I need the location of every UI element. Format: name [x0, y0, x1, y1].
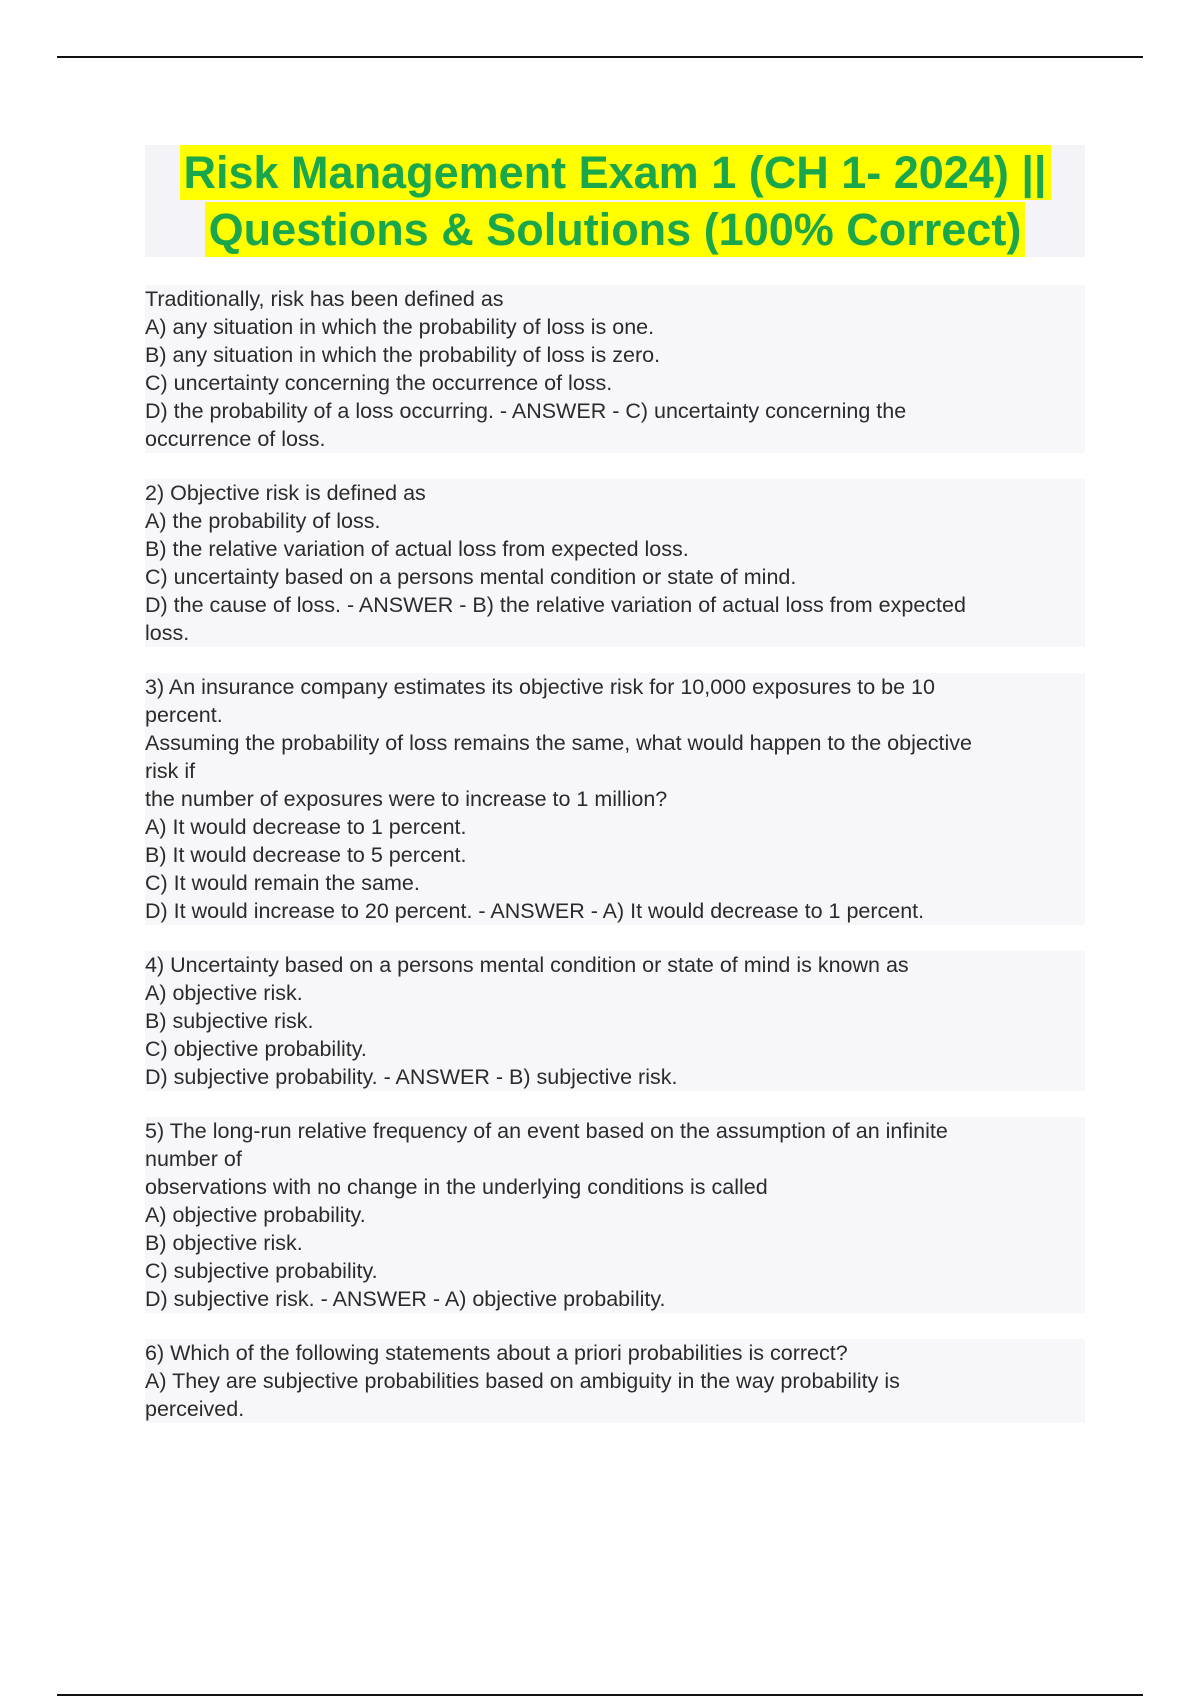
option-a: A) objective probability. [145, 1201, 1085, 1229]
option-d-answer: D) It would increase to 20 percent. - ANSWER - A) It would decrease to 1 percent. [145, 897, 1085, 925]
question-block [145, 1339, 1085, 1423]
option-a-continuation: perceived. [145, 1395, 1085, 1423]
question-text: 2) Objective risk is defined as [145, 479, 1085, 507]
option-c: C) objective probability. [145, 1035, 1085, 1063]
option-b: B) subjective risk. [145, 1007, 1085, 1035]
option-b: B) any situation in which the probability of loss is zero. [145, 341, 1085, 369]
option-b: B) It would decrease to 5 percent. [145, 841, 1085, 869]
question-text: percent. [145, 701, 1085, 729]
option-b: B) objective risk. [145, 1229, 1085, 1257]
bottom-rule [57, 1694, 1143, 1696]
option-c: C) It would remain the same. [145, 869, 1085, 897]
option-c: C) uncertainty based on a persons mental condition or state of mind. [145, 563, 1085, 591]
option-a: A) It would decrease to 1 percent. [145, 813, 1085, 841]
question-text: 4) Uncertainty based on a persons mental condition or state of mind is known as [145, 951, 1085, 979]
question-text: 6) Which of the following statements about a priori probabilities is correct? [145, 1339, 1085, 1367]
question-text: risk if [145, 757, 1085, 785]
top-rule [57, 56, 1143, 58]
question-text: 3) An insurance company estimates its objective risk for 10,000 exposures to be 10 [145, 673, 1085, 701]
option-a: A) They are subjective probabilities based on ambiguity in the way probability is [145, 1367, 1085, 1395]
question-text: 5) The long-run relative frequency of an event based on the assumption of an infinite [145, 1117, 1085, 1145]
option-b: B) the relative variation of actual loss from expected loss. [145, 535, 1085, 563]
title-line-2: Questions & Solutions (100% Correct) [205, 202, 1026, 257]
answer-continuation: loss. [145, 619, 1085, 647]
question-block [145, 1117, 1085, 1313]
option-c: C) subjective probability. [145, 1257, 1085, 1285]
option-a: A) objective risk. [145, 979, 1085, 1007]
question-list [145, 285, 1085, 1449]
option-d-answer: D) the probability of a loss occurring. - ANSWER - C) uncertainty concerning the [145, 397, 1085, 425]
document-title [145, 145, 1085, 257]
option-a: A) any situation in which the probability of loss is one. [145, 313, 1085, 341]
question-block [145, 673, 1085, 925]
option-a: A) the probability of loss. [145, 507, 1085, 535]
question-text: Traditionally, risk has been defined as [145, 285, 1085, 313]
question-block [145, 951, 1085, 1091]
question-text: Assuming the probability of loss remains the same, what would happen to the objective [145, 729, 1085, 757]
option-d-answer: D) subjective risk. - ANSWER - A) objective probability. [145, 1285, 1085, 1313]
question-text: the number of exposures were to increase to 1 million? [145, 785, 1085, 813]
answer-continuation: occurrence of loss. [145, 425, 1085, 453]
question-text: observations with no change in the underlying conditions is called [145, 1173, 1085, 1201]
option-d-answer: D) the cause of loss. - ANSWER - B) the relative variation of actual loss from expected [145, 591, 1085, 619]
question-block [145, 285, 1085, 453]
option-c: C) uncertainty concerning the occurrence of loss. [145, 369, 1085, 397]
option-d-answer: D) subjective probability. - ANSWER - B) subjective risk. [145, 1063, 1085, 1091]
question-block [145, 479, 1085, 647]
title-line-1: Risk Management Exam 1 (CH 1- 2024) || [180, 145, 1051, 200]
question-text: number of [145, 1145, 1085, 1173]
